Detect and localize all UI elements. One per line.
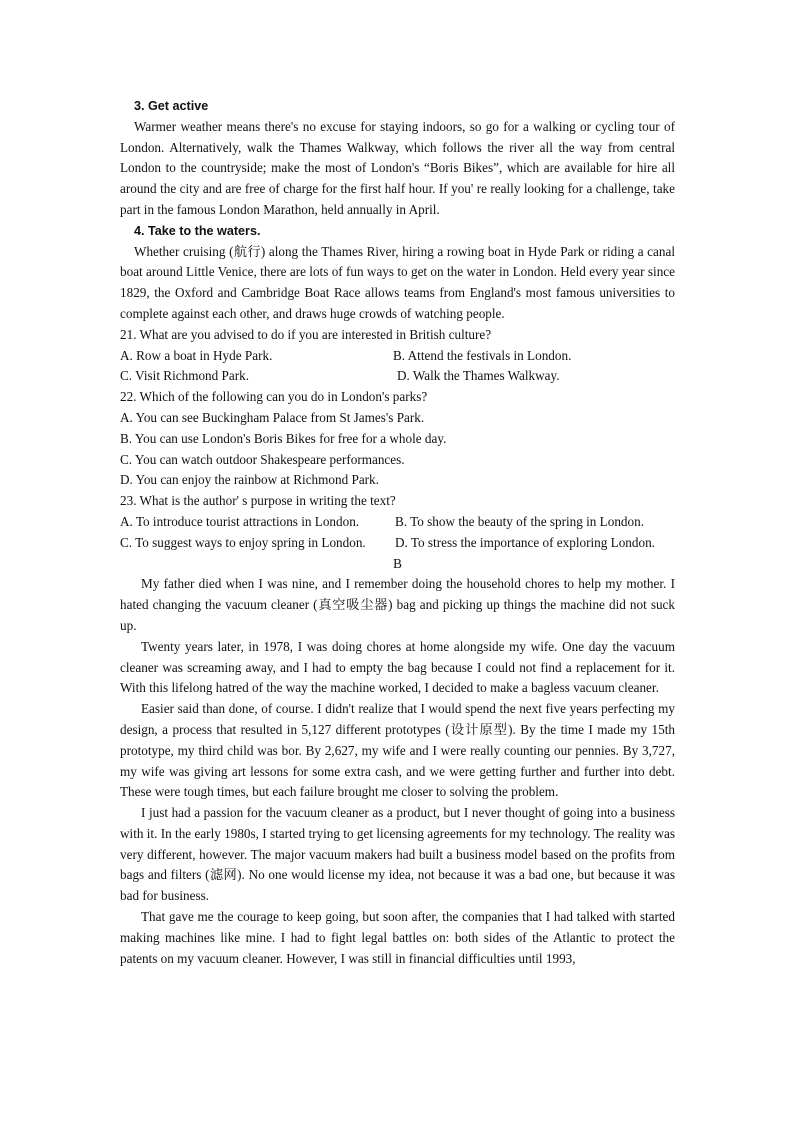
- option-22-c: C. You can watch outdoor Shakespeare performances.: [120, 451, 405, 467]
- option-21-c: C. Visit Richmond Park.: [120, 368, 250, 384]
- passage-b-label: B: [393, 555, 402, 571]
- section-4-heading: 4. Take to the waters.: [134, 223, 261, 238]
- question-23-stem: 23. What is the author' s purpose in writing the text?: [120, 493, 396, 509]
- option-23-d: D. To stress the importance of exploring London.: [395, 534, 655, 550]
- option-23-c: C. To suggest ways to enjoy spring in London.: [120, 534, 366, 550]
- passage-b-paragraph-4: I just had a passion for the vacuum cleaner as a product, but I never thought of going into a business with it. In the early 1980s, I started trying to get licensing agreements for my technology. The reality was very different, however. The major vacuum makers had built a business model based on the profits from bags and filters (滤网). No one would license my idea, not because it was a bad one, but because it was bad for business.: [120, 805, 675, 904]
- passage-b-paragraph-5: That gave me the courage to keep going, but soon after, the companies that I had talked with started making machines like mine. I had to fight legal battles on: both sides of the Atlantic to protect the patents on my vacuum cleaner. However, I was still in financial difficulties until 1993,: [120, 909, 675, 966]
- option-22-b: B. You can use London's Boris Bikes for free for a whole day.: [120, 430, 447, 446]
- question-23-options-row-1: [120, 512, 675, 533]
- option-22-a: A. You can see Buckingham Palace from St James's Park.: [120, 409, 425, 425]
- option-23-b: B. To show the beauty of the spring in London.: [395, 513, 645, 529]
- question-21-options-row-2: [120, 366, 675, 387]
- option-22-d: D. You can enjoy the rainbow at Richmond Park.: [120, 472, 379, 488]
- question-22-stem: 22. Which of the following can you do in London's parks?: [120, 389, 428, 405]
- option-21-a: A. Row a boat in Hyde Park.: [120, 347, 273, 363]
- question-21-stem: 21. What are you advised to do if you are interested in British culture?: [120, 326, 492, 342]
- question-23-options-row-2: [120, 533, 675, 554]
- section-3-text: Warmer weather means there's no excuse for staying indoors, so go for a walking or cycling tour of London. Alternatively, walk the Thames Walkway, which follows the river all the way from central London to the countryside; make the most of London's “Boris Bikes”, which are available for hire all around the city and are free of charge for the first half hour. If you' re really looking for a challenge, take part in the famous London Marathon, held annually in April.: [120, 118, 675, 217]
- document-page: [120, 96, 675, 969]
- passage-b-paragraph-1: My father died when I was nine, and I remember doing the household chores to help my mother. I hated changing the vacuum cleaner (真空吸尘器) bag and picking up things the machine did not suck up.: [120, 576, 675, 633]
- passage-b-paragraph-3: Easier said than done, of course. I didn't realize that I would spend the next five years perfecting my design, a process that resulted in 5,127 different prototypes (设计原型). By the time I made my 15th prototype, my third child was bor. By 2,627, my wife and I were really counting our pennies. By 3,727, my wife was giving art lessons for some extra cash, and we were getting further and further into debt. These were tough times, but each failure brought me closer to solving the problem.: [120, 701, 675, 800]
- question-21-options-row-1: [120, 346, 675, 367]
- option-21-d: D. Walk the Thames Walkway.: [397, 368, 560, 384]
- section-4-text: Whether cruising (航行) along the Thames River, hiring a rowing boat in Hyde Park or riding a canal boat around Little Venice, there are lots of fun ways to get on the water in London. Held every year since 1829, the Oxford and Cambridge Boat Race allows teams from England's most famous universities to complete against each other, and draws huge crowds of watching people.: [120, 243, 675, 321]
- passage-b-paragraph-2: Twenty years later, in 1978, I was doing chores at home alongside my wife. One day the vacuum cleaner was screaming away, and I had to empty the bag because I could not find a replacement for it. With this lifelong hatred of the way the machine worked, I decided to make a bagless vacuum cleaner.: [120, 638, 675, 696]
- section-3-heading: 3. Get active: [134, 99, 209, 113]
- option-23-a: A. To introduce tourist attractions in London.: [120, 513, 360, 529]
- option-21-b: B. Attend the festivals in London.: [393, 347, 572, 363]
